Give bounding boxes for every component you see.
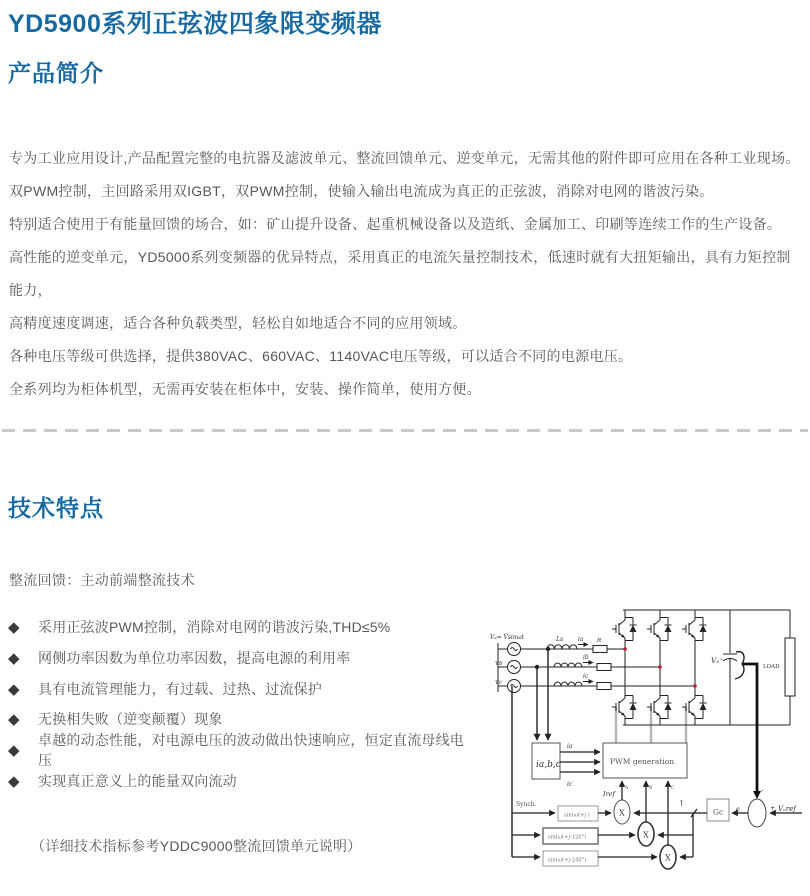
intro-paragraph: 专为工业应用设计,产品配置完整的电抗器及滤波单元、整流回馈单元、逆变单元，无需其他的附件即可应用在各种工业现场。: [9, 150, 800, 166]
feature-list: [8, 612, 478, 796]
va-equation-label: Vₐ= V̂sinωt: [490, 634, 525, 641]
features-subtitle: 整流回馈：主动前端整流技术: [9, 572, 195, 588]
multiplier-label: X: [619, 808, 625, 818]
sine-b-label: sin(ωt+j-120°): [548, 834, 587, 841]
current-block-label: ia,b,c: [536, 760, 561, 770]
synch-label: Synch.: [516, 801, 537, 808]
list-item: [8, 612, 478, 643]
section-heading-intro: 产品简介: [8, 60, 104, 86]
feature-text: 卓越的动态性能，对电源电压的波动做出快速响应，恒定直流母线电压: [38, 732, 464, 769]
list-item: [8, 643, 478, 674]
ia-out-label: ia: [567, 743, 573, 750]
list-item: [8, 673, 478, 704]
load-label: LOAD: [763, 664, 780, 670]
phase-lines: [521, 645, 696, 690]
footnote: （详细技术指标参考YDDC9000整流回馈单元说明）: [31, 838, 362, 854]
dc-voltage-label: Vₒ⁺: [711, 656, 724, 665]
iref-label: Iref: [603, 790, 615, 798]
intro-paragraph: 高精度速度调速，适合各种负载类型，轻松自如地适合不同的应用领域。: [9, 315, 467, 331]
intro-paragraph: 各种电压等级可供选择，提供380VAC、660VAC、1140VAC电压等级，可以适合不同的电源电压。: [9, 348, 633, 364]
feedback-up-arrow: ↑: [678, 799, 685, 808]
multiplier-label: X: [665, 853, 671, 863]
diamond-bullet-icon: ◆: [8, 742, 20, 760]
diamond-bullet-icon: ◆: [8, 772, 20, 790]
resistor-label: R: [597, 638, 602, 644]
feature-text: 采用正弦波PWM控制，消除对电网的谐波污染,THD≤5%: [38, 619, 391, 636]
section-heading-tech: 技术特点: [8, 495, 104, 521]
list-item: [8, 732, 478, 769]
dashed-divider: [2, 429, 808, 432]
vc-label: Vc: [495, 680, 503, 686]
minus-sign: -: [761, 787, 764, 795]
ic-out-label: ic: [567, 781, 573, 788]
ic-label: ic: [583, 673, 589, 680]
diamond-bullet-icon: ◆: [8, 619, 20, 637]
sine-a-label: sin(ωt+j ): [564, 812, 590, 819]
feature-text: 无换相失败（逆变颠覆）现象: [38, 711, 223, 728]
diamond-bullet-icon: ◆: [8, 711, 20, 729]
phase-c-label: C: [671, 786, 675, 791]
diamond-bullet-icon: ◆: [8, 650, 20, 668]
intro-paragraph: 特别适合使用于有能量回馈的场合，如：矿山提升设备、起重机械设备以及造纸、金属加工、印刷等连续工作的生产设备。: [9, 216, 782, 232]
feature-text: 网侧功率因数为单位功率因数，提高电源的利用率: [38, 650, 351, 667]
inductor-label: Ls: [556, 636, 564, 643]
ib-label: ib: [583, 654, 589, 661]
error-label: e: [736, 805, 740, 813]
phase-b-label: B: [649, 786, 653, 791]
page-title: YD5900系列正弦波四象限变频器: [8, 10, 382, 38]
phase-a-label: A: [625, 786, 629, 791]
multiplier-label: X: [643, 830, 649, 840]
controller-label: Gc: [713, 807, 724, 817]
dc-link: [723, 610, 795, 725]
intro-paragraph: 高性能的逆变单元，YD5000系列变频器的优异特点，采用真正的电流矢量控制技术，低速时就有大扭矩输出，具有力矩控制能力，: [9, 249, 791, 298]
feature-text: 具有电流管理能力，有过载、过热、过流保护: [38, 680, 322, 697]
vo-ref-label: Vₒref: [778, 805, 796, 813]
intro-paragraphs: [9, 142, 804, 406]
ia-label: ia: [578, 636, 584, 643]
feature-text: 实现真正意义上的能量双向流动: [38, 772, 237, 789]
intro-paragraph: 全系列均为柜体机型，无需再安装在柜体中，安装、操作简单，使用方便。: [9, 381, 481, 397]
vo-feedback-line: [743, 664, 761, 799]
pwm-block-label: PWM generation: [610, 757, 675, 766]
vb-label: Vb: [495, 661, 503, 667]
circuit-diagram: [480, 585, 810, 885]
intro-paragraph: 双PWM控制，主回路采用双IGBT，双PWM控制，使输入输出电流成为真正的正弦波，消除对电网的谐波污染。: [9, 183, 714, 199]
diamond-bullet-icon: ◆: [8, 680, 20, 698]
sine-c-label: sin(ωt+j-240°): [548, 857, 587, 864]
plus-sign: +: [770, 804, 776, 812]
